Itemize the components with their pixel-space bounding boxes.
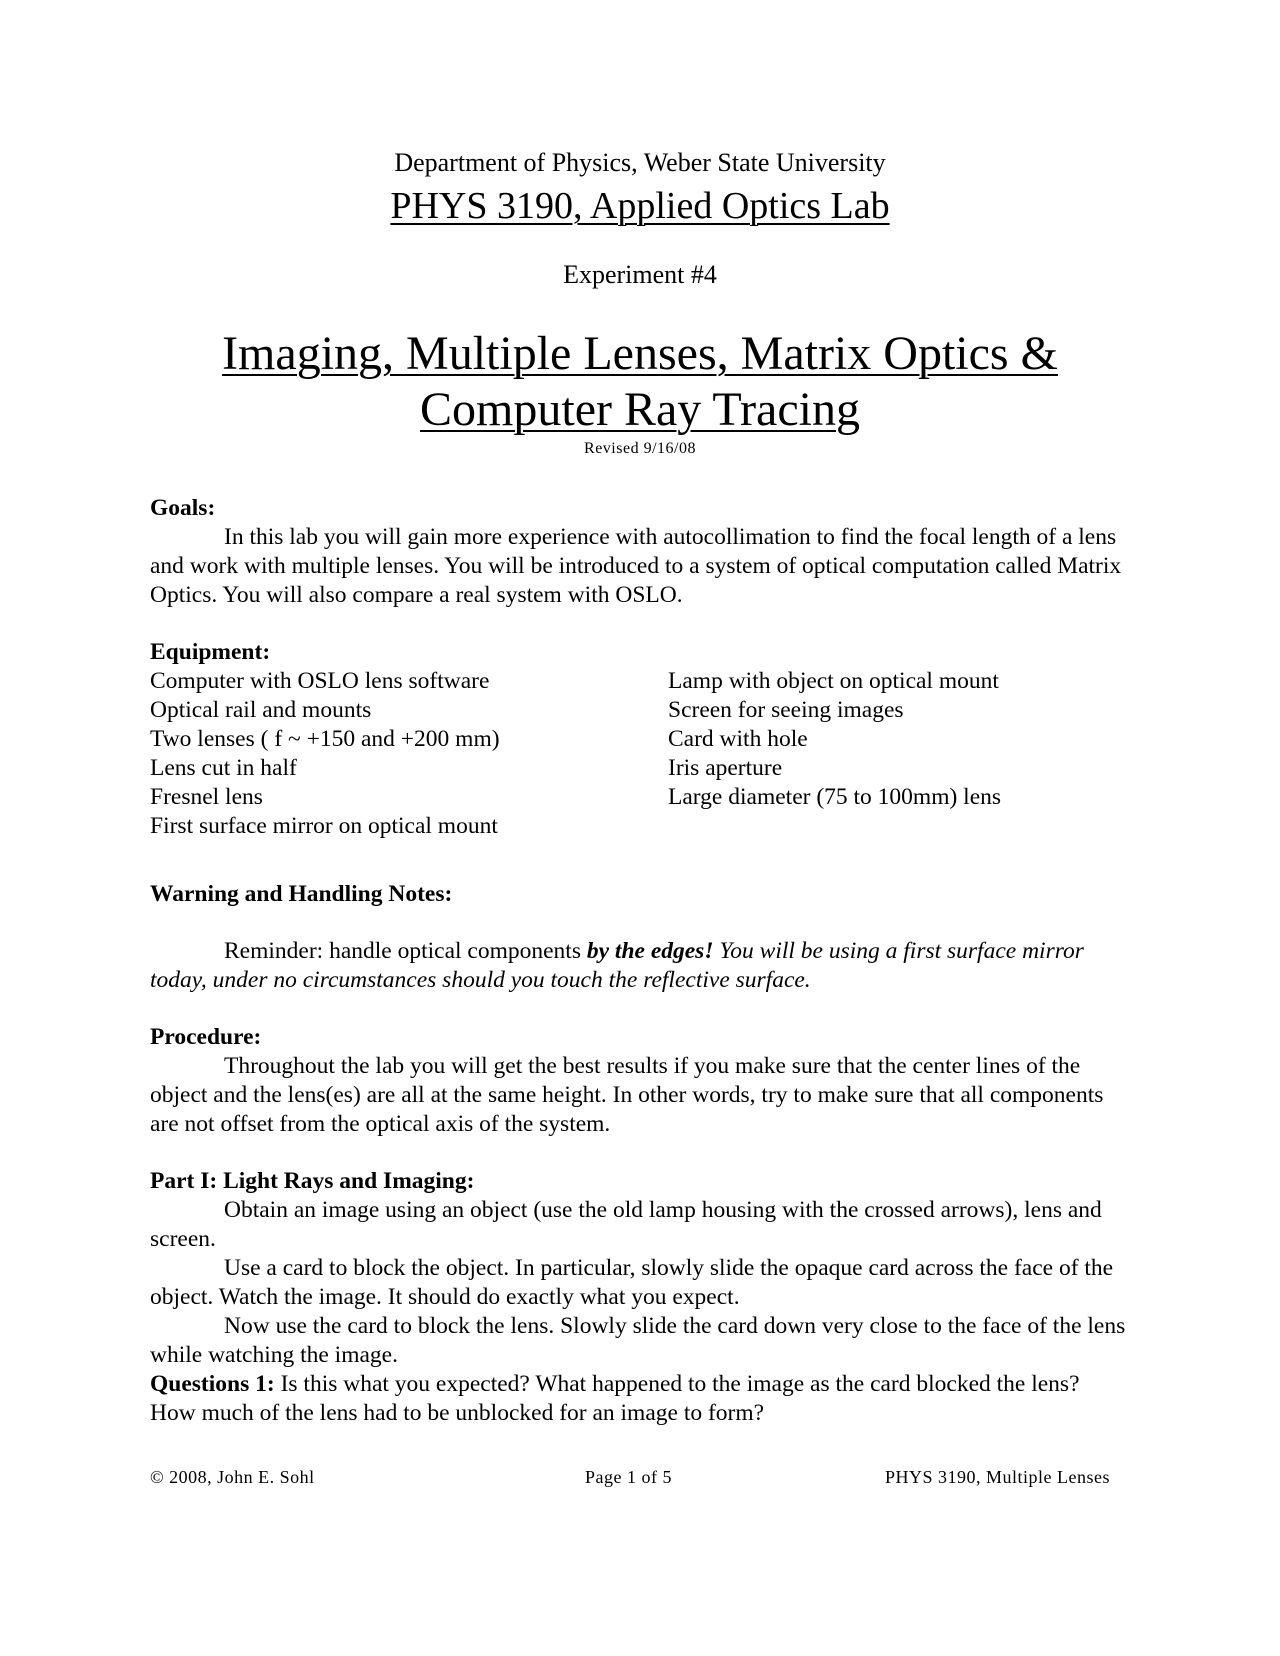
equipment-list-left: [150, 667, 500, 841]
equipment-item: Optical rail and mounts: [150, 697, 372, 723]
footer-copyright: © 2008, John E. Sohl: [150, 1467, 315, 1487]
procedure-heading: Procedure:: [150, 1024, 262, 1050]
footer-page-number: Page 1 of 5: [585, 1467, 672, 1487]
warning-emphasis: by the edges!: [586, 938, 714, 964]
equipment-item: Iris aperture: [668, 755, 783, 781]
part1-section: [150, 1167, 1130, 1428]
equipment-item: Computer with OSLO lens software: [150, 668, 490, 694]
equipment-item: Screen for seeing images: [668, 697, 904, 723]
equipment-list-right: [668, 667, 1001, 812]
title-line-2: Computer Ray Tracing: [420, 383, 860, 436]
warning-text: [150, 937, 1130, 995]
title-line-1: Imaging, Multiple Lenses, Matrix Optics &: [222, 327, 1058, 380]
procedure-section: [150, 1023, 1130, 1139]
warning-section: [150, 880, 1130, 909]
footer-course: PHYS 3190, Multiple Lenses: [884, 1467, 1110, 1487]
equipment-item: Two lenses ( f ~ +150 and +200 mm): [150, 726, 500, 752]
equipment-item: Lamp with object on optical mount: [668, 668, 999, 694]
goals-section: [150, 494, 1130, 610]
part1-heading: Part I: Light Rays and Imaging:: [150, 1168, 475, 1194]
warning-italic-text: You will be using a first surface mirror today, under no circumstances should you touch the reflective surface.: [150, 938, 1084, 993]
equipment-item: First surface mirror on optical mount: [150, 813, 498, 839]
course-title: [0, 184, 1280, 228]
experiment-number: Experiment #4: [563, 260, 717, 289]
warning-heading: Warning and Handling Notes:: [150, 881, 453, 907]
revised-date: Revised 9/16/08: [584, 440, 696, 457]
department-line: Department of Physics, Weber State University: [394, 148, 886, 177]
equipment-item: Fresnel lens: [150, 784, 263, 810]
course-title-text: PHYS 3190, Applied Optics Lab: [390, 185, 890, 227]
equipment-item: Large diameter (75 to 100mm) lens: [668, 784, 1002, 810]
equipment-heading: Equipment:: [150, 639, 271, 665]
part1-paragraph: Use a card to block the object. In particular, slowly slide the opaque card across the face of the object. Watch the image. It should do exactly what you expect.: [150, 1255, 1114, 1310]
equipment-item: Card with hole: [668, 726, 808, 752]
equipment-item: Lens cut in half: [150, 755, 297, 781]
document-title: [0, 326, 1280, 438]
part1-paragraph: Now use the card to block the lens. Slowly slide the card down very close to the face of the lens while watching the image.: [150, 1313, 1126, 1368]
question-1-label: Questions 1:: [150, 1371, 275, 1397]
warning-text-start: Reminder: handle optical components: [224, 938, 587, 964]
part1-paragraph: Obtain an image using an object (use the old lamp housing with the crossed arrows), lens and screen.: [150, 1197, 1102, 1252]
procedure-text: Throughout the lab you will get the best results if you make sure that the center lines of the object and the lens(es) are all at the same height. In other words, try to make sure that all components are not offset from the optical axis of the system.: [150, 1053, 1104, 1137]
goals-text: In this lab you will gain more experience with autocollimation to find the focal length of a lens and work with multiple lenses. You will be introduced to a system of optical computation called Matrix Optics. You will also compare a real system with OSLO.: [150, 524, 1122, 608]
equipment-section: [150, 638, 1130, 667]
question-1-text: Is this what you expected? What happened to the image as the card blocked the lens? How much of the lens had to be unblocked for an image to form?: [150, 1371, 1080, 1426]
question-1: [150, 1370, 1130, 1428]
goals-heading: Goals:: [150, 495, 216, 521]
